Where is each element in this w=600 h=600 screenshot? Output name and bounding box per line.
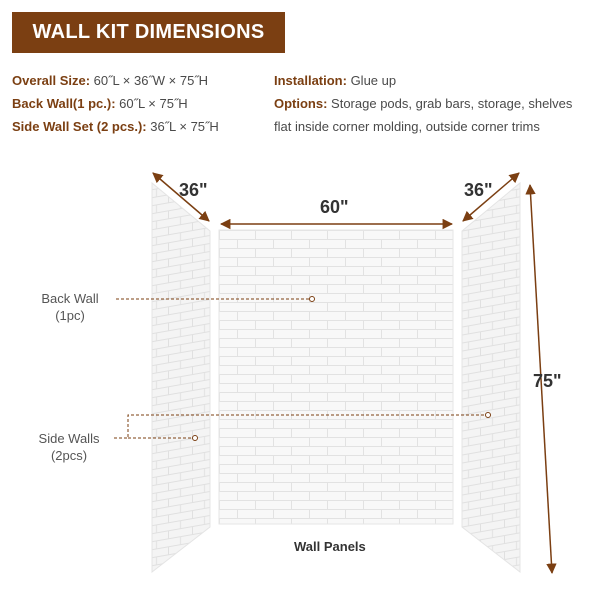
- spec-value: flat inside corner molding, outside corner trims: [274, 119, 540, 134]
- spec-value: 36˝L × 75˝H: [146, 119, 219, 134]
- spec-label: Options:: [274, 96, 328, 111]
- spec-value: 60˝L × 75˝H: [115, 96, 188, 111]
- back-wall-label: [30, 290, 110, 324]
- spec-value: Storage pods, grab bars, storage, shelves: [327, 96, 573, 111]
- spec-label: Back Wall(1 pc.):: [12, 96, 116, 111]
- left-side-wall-panel: [152, 183, 210, 572]
- right-side-wall-panel: [462, 183, 520, 572]
- side-walls-leader-dot-left: [193, 436, 198, 441]
- width-label: 60": [320, 197, 349, 217]
- back-wall-label-line1: Back Wall: [41, 291, 99, 306]
- side-walls-leader-dot-right: [486, 413, 491, 418]
- right-depth-label: 36": [464, 180, 493, 200]
- spec-value: Glue up: [346, 73, 397, 88]
- back-wall-leader-dot: [310, 297, 315, 302]
- side-walls-label-line1: Side Walls: [38, 431, 100, 446]
- spec-value: 60˝L × 36˝W × 75˝H: [90, 73, 209, 88]
- left-depth-label: 36": [179, 180, 208, 200]
- page-title: WALL KIT DIMENSIONS: [32, 21, 265, 43]
- spec-label: Side Wall Set (2 pcs.):: [12, 119, 147, 134]
- back-wall-panel: [219, 230, 453, 524]
- side-walls-label-line2: (2pcs): [50, 448, 88, 463]
- spec-label: Overall Size:: [12, 73, 91, 88]
- height-label: 75": [533, 371, 562, 391]
- wall-panels-caption: Wall Panels: [294, 539, 366, 554]
- back-wall-label-line2: (1pc): [55, 308, 85, 323]
- spec-label: Installation:: [274, 73, 347, 88]
- side-walls-label: [28, 430, 110, 464]
